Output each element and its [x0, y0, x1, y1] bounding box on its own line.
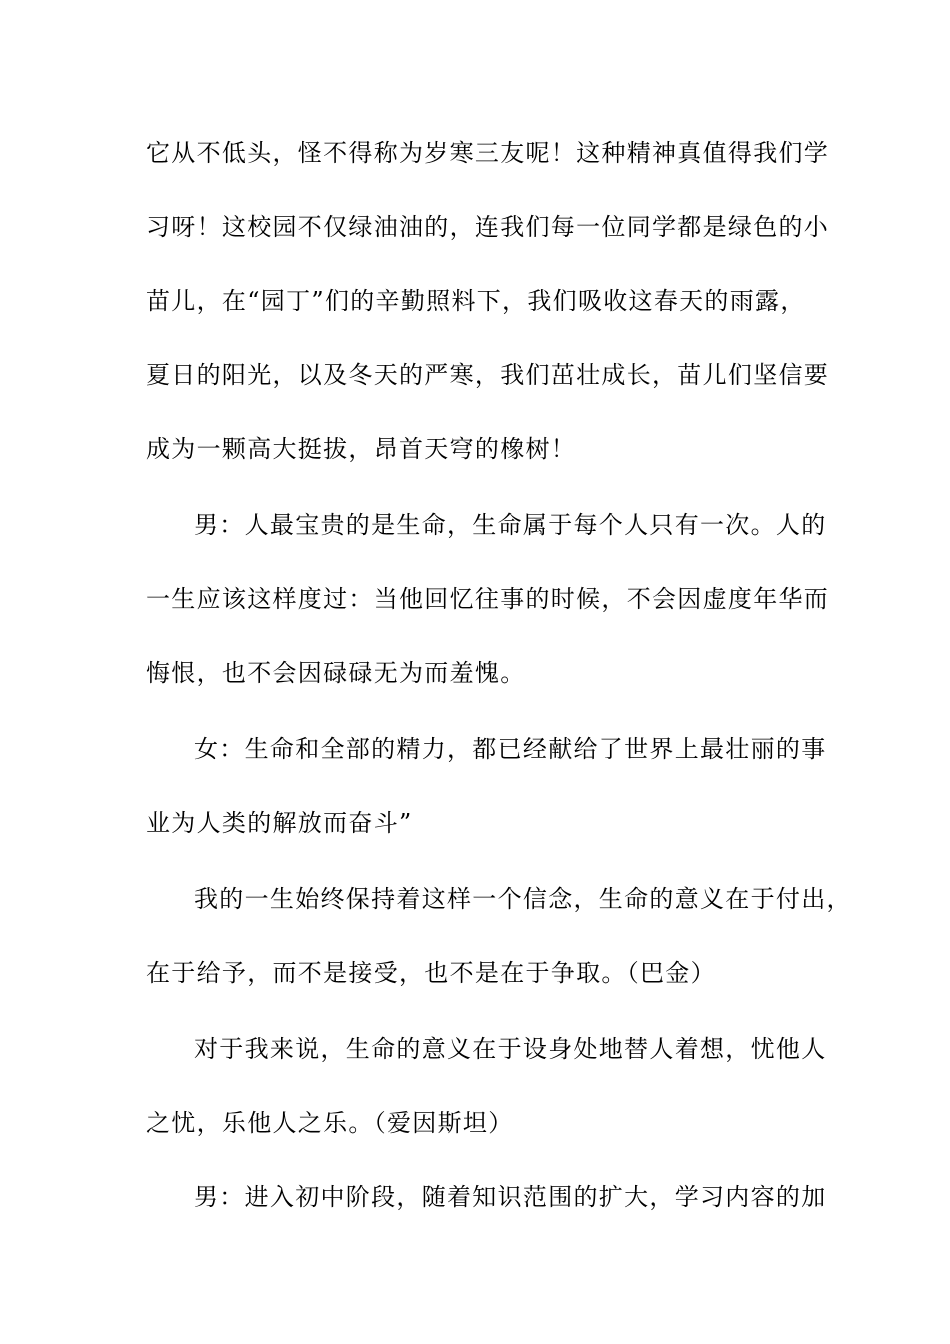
text-line: 悔恨，也不会因碌碌无为而羞愧。 [146, 659, 526, 687]
text-line: 成为一颗高大挺拔，昂首天穹的橡树！ [146, 435, 577, 463]
text-line: 它从不低头，怪不得称为岁寒三友呢！这种精神真值得我们学 [146, 139, 830, 167]
text-line: 在于给予，而不是接受，也不是在于争取。（巴金） [146, 959, 716, 987]
text-line: 苗儿，在“园丁”们的辛勤照料下，我们吸收这春天的雨露， [146, 287, 806, 315]
paragraph-start-line: 男：人最宝贵的是生命，生命属于每个人只有一次。人的 [194, 511, 827, 539]
paragraph-start-line: 女：生命和全部的精力，都已经献给了世界上最壮丽的事 [194, 735, 827, 763]
text-line: 之忧，乐他人之乐。（爱因斯坦） [146, 1109, 514, 1137]
paragraph-start-line: 我的一生始终保持着这样一个信念，生命的意义在于付出， [194, 885, 852, 913]
text-line: 业为人类的解放而奋斗” [146, 809, 413, 837]
text-line: 一生应该这样度过：当他回忆往事的时候，不会因虚度年华而 [146, 585, 830, 613]
text-line: 习呀！这校园不仅绿油油的，连我们每一位同学都是绿色的小 [146, 213, 830, 241]
paragraph-start-line: 男：进入初中阶段，随着知识范围的扩大，学习内容的加 [194, 1183, 827, 1211]
text-line: 夏日的阳光，以及冬天的严寒，我们茁壮成长，苗儿们坚信要 [146, 361, 830, 389]
paragraph-start-line: 对于我来说，生命的意义在于设身处地替人着想，忧他人 [194, 1035, 827, 1063]
